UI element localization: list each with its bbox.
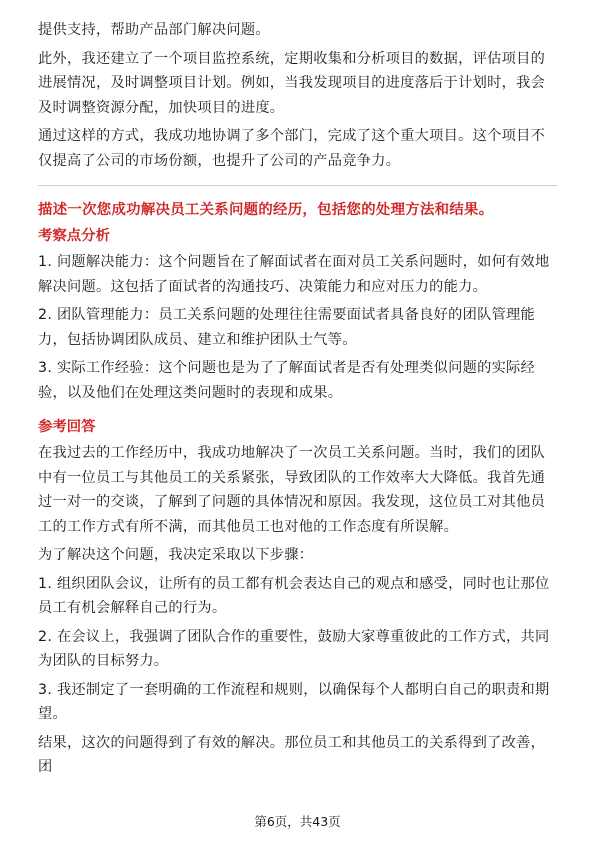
answer-step: 1. 组织团队会议，让所有的员工都有机会表达自己的观点和感受，同时也让那位员工有机会解释自己的行为。 xyxy=(38,575,550,616)
analysis-list xyxy=(38,250,557,405)
analysis-item: 2. 团队管理能力：员工关系问题的处理往往需要面试者具备良好的团队管理能力，包括协调团队成员、建立和维护团队士气等。 xyxy=(38,307,536,348)
question-title: 描述一次您成功解决员工关系问题的经历，包括您的处理方法和结果。 xyxy=(38,202,494,218)
intro-section xyxy=(38,18,557,173)
answer-step: 3. 我还制定了一套明确的工作流程和规则，以确保每个人都明白自己的职责和期望。 xyxy=(38,681,550,722)
answer-heading: 参考回答 xyxy=(38,419,96,435)
answer-step: 2. 在会议上，我强调了团队合作的重要性，鼓励大家尊重彼此的工作方式，共同为团队的目标努力。 xyxy=(38,628,550,669)
analysis-item: 1. 问题解决能力：这个问题旨在了解面试者在面对员工关系问题时，如何有效地解决问题。这包括了面试者的沟通技巧、决策能力和应对压力的能力。 xyxy=(38,254,550,295)
answer-paragraph: 为了解决这个问题，我决定采取以下步骤： xyxy=(38,547,314,563)
analysis-heading: 考察点分析 xyxy=(38,228,110,244)
page-footer xyxy=(0,812,595,830)
answer-paragraph: 结果，这次的问题得到了有效的解决。那位员工和其他员工的关系得到了改善，团 xyxy=(38,734,546,775)
analysis-item: 3. 实际工作经验：这个问题也是为了了解面试者是否有处理类似问题的实际经验，以及他们在处理这类问题时的表现和成果。 xyxy=(38,360,536,401)
intro-paragraph: 此外，我还建立了一个项目监控系统，定期收集和分析项目的数据，评估项目的进展情况，及时调整项目计划。例如，当我发现项目的进度落后于计划时，我会及时调整资源分配，加快项目的进度。 xyxy=(38,50,546,116)
answer-paragraph: 在我过去的工作经历中，我成功地解决了一次员工关系问题。当时，我们的团队中有一位员工与其他员工的关系紧张，导致团队的工作效率大大降低。我首先通过一对一的交谈，了解到了问题的具体情况和原因。我发现，这位员工对其他员工的工作方式有所不满，而其他员工也对他的工作态度有所误解。 xyxy=(38,445,546,535)
page-number: 第6页，共43页 xyxy=(254,814,341,829)
intro-paragraph: 提供支持，帮助产品部门解决问题。 xyxy=(38,22,270,38)
section-divider xyxy=(38,185,557,186)
answer-body xyxy=(38,441,557,780)
intro-paragraph: 通过这样的方式，我成功地协调了多个部门，完成了这个重大项目。这个项目不仅提高了公司的市场份额，也提升了公司的产品竞争力。 xyxy=(38,128,546,169)
